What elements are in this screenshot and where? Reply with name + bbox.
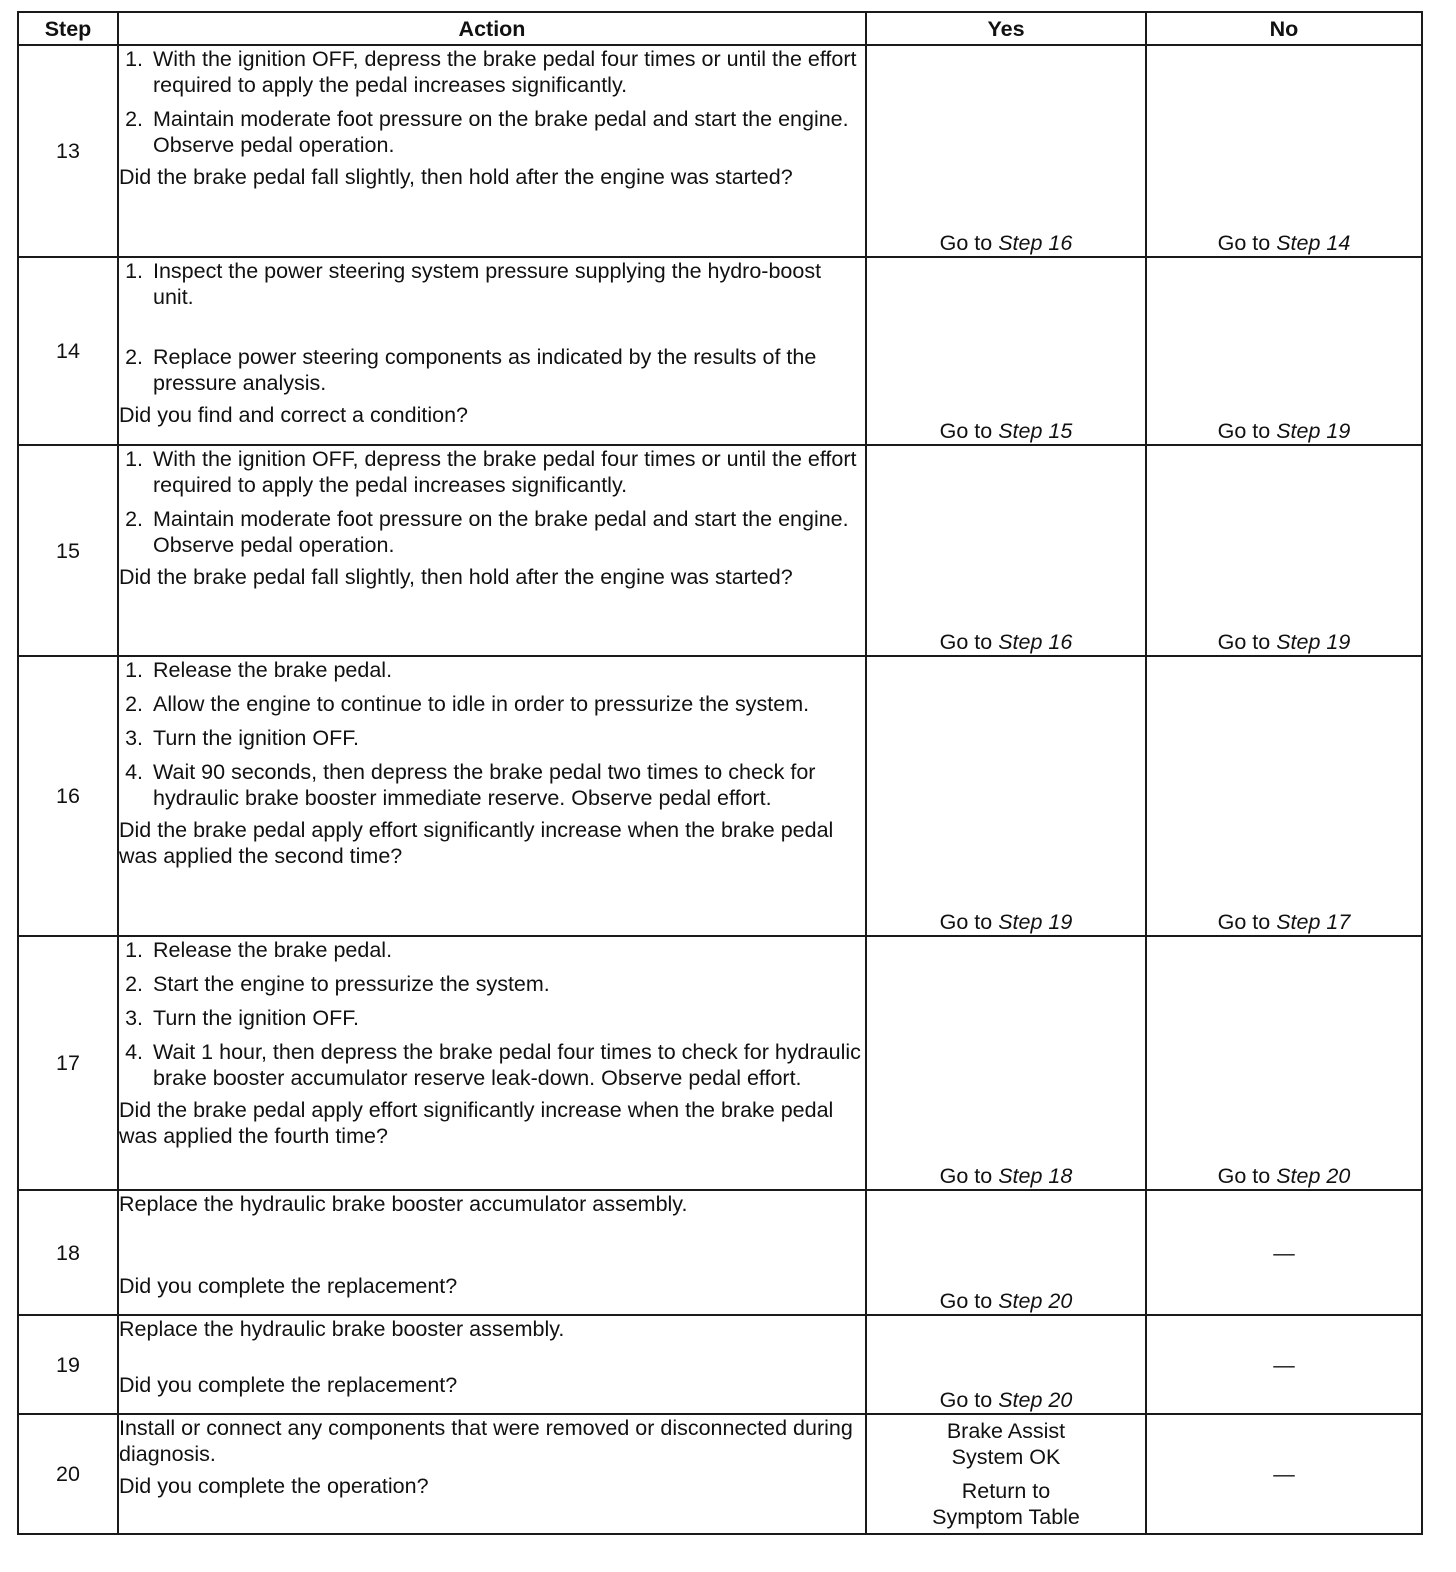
action-step-item: 1. Release the brake pedal. — [149, 937, 865, 963]
no-step-link[interactable]: Step 19 — [1276, 630, 1351, 654]
no-prefix: Go to — [1217, 1164, 1277, 1188]
yes-system-ok: Brake Assist System OK — [946, 1419, 1066, 1469]
action-cell — [118, 1315, 866, 1414]
step-number: 17 — [18, 936, 118, 1190]
table-row-step-19 — [18, 1315, 1422, 1414]
action-step-item: 3. Turn the ignition OFF. — [149, 725, 865, 751]
yes-step-link[interactable]: Step 18 — [998, 1164, 1073, 1188]
action-instruction: Install or connect any components that were removed or disconnected during diagnosis. — [119, 1416, 853, 1466]
action-question: Did the brake pedal apply effort significantly increase when the brake pedal was applied the second time? — [119, 818, 834, 868]
yes-cell — [866, 257, 1146, 445]
yes-prefix: Go to — [939, 419, 999, 443]
table-row-step-14 — [18, 257, 1422, 445]
action-step-item: 2. Start the engine to pressurize the system. — [149, 971, 865, 997]
no-cell — [1146, 936, 1422, 1190]
yes-prefix: Go to — [939, 630, 999, 654]
yes-prefix: Go to — [939, 1388, 999, 1412]
action-step-item: 1. With the ignition OFF, depress the brake pedal four times or until the effort required to apply the pedal increases significantly. — [149, 46, 865, 98]
step-number: 18 — [18, 1190, 118, 1315]
yes-cell — [866, 445, 1146, 656]
table-row-step-15 — [18, 445, 1422, 656]
yes-prefix: Go to — [939, 1289, 999, 1313]
no-prefix: Go to — [1217, 419, 1277, 443]
header-action: Action — [118, 12, 866, 45]
action-question: Did you complete the replacement? — [119, 1274, 458, 1298]
action-question: Did you complete the replacement? — [119, 1373, 458, 1397]
yes-step-link[interactable]: Step 15 — [998, 419, 1073, 443]
yes-cell — [866, 1315, 1146, 1414]
no-prefix: Go to — [1217, 630, 1277, 654]
action-question: Did the brake pedal fall slightly, then hold after the engine was started? — [119, 565, 793, 589]
no-step-link[interactable]: Step 20 — [1276, 1164, 1351, 1188]
diagnostic-table — [17, 11, 1423, 1535]
yes-cell — [866, 936, 1146, 1190]
action-steps — [119, 46, 865, 158]
action-step-item: 1. Inspect the power steering system pressure supplying the hydro-boost unit. — [149, 258, 865, 310]
action-step-item: 4. Wait 90 seconds, then depress the brake pedal two times to check for hydraulic brake booster immediate reserve. Observe pedal effort. — [149, 759, 865, 811]
no-cell — [1146, 656, 1422, 936]
action-steps — [119, 258, 865, 396]
yes-cell — [866, 1414, 1146, 1534]
no-cell-empty: — — [1146, 1190, 1422, 1315]
header-step: Step — [18, 12, 118, 45]
action-instruction: Replace the hydraulic brake booster accumulator assembly. — [119, 1192, 688, 1216]
yes-prefix: Go to — [939, 231, 999, 255]
action-step-item: 1. With the ignition OFF, depress the brake pedal four times or until the effort required to apply the pedal increases significantly. — [149, 446, 865, 498]
table-row-step-13 — [18, 45, 1422, 257]
step-number: 20 — [18, 1414, 118, 1534]
yes-step-link[interactable]: Step 16 — [998, 231, 1073, 255]
step-number: 14 — [18, 257, 118, 445]
action-question: Did you complete the operation? — [119, 1474, 429, 1498]
action-steps — [119, 657, 865, 811]
no-cell — [1146, 45, 1422, 257]
yes-cell — [866, 45, 1146, 257]
yes-cell — [866, 656, 1146, 936]
table-row-step-18 — [18, 1190, 1422, 1315]
step-number: 19 — [18, 1315, 118, 1414]
step-number: 16 — [18, 656, 118, 936]
yes-return-link[interactable]: Return to Symptom Table — [932, 1479, 1080, 1529]
action-cell — [118, 936, 866, 1190]
yes-prefix: Go to — [939, 1164, 999, 1188]
action-step-item: 2. Maintain moderate foot pressure on the brake pedal and start the engine. Observe pedal operation. — [149, 506, 865, 558]
action-question: Did the brake pedal apply effort significantly increase when the brake pedal was applied the fourth time? — [119, 1098, 834, 1148]
yes-cell — [866, 1190, 1146, 1315]
no-prefix: Go to — [1217, 231, 1277, 255]
yes-step-link[interactable]: Step 20 — [998, 1388, 1073, 1412]
action-step-item: 2. Allow the engine to continue to idle in order to pressurize the system. — [149, 691, 865, 717]
action-cell — [118, 445, 866, 656]
action-step-item: 4. Wait 1 hour, then depress the brake pedal four times to check for hydraulic brake booster accumulator reserve leak-down. Observe pedal effort. — [149, 1039, 865, 1091]
action-step-item: 2. Maintain moderate foot pressure on the brake pedal and start the engine. Observe pedal operation. — [149, 106, 865, 158]
header-yes: Yes — [866, 12, 1146, 45]
action-steps — [119, 937, 865, 1091]
no-step-link[interactable]: Step 19 — [1276, 419, 1351, 443]
action-cell — [118, 1190, 866, 1315]
action-step-item: 1. Release the brake pedal. — [149, 657, 865, 683]
action-steps — [119, 446, 865, 558]
action-cell — [118, 1414, 866, 1534]
no-step-link[interactable]: Step 14 — [1276, 231, 1351, 255]
action-cell — [118, 656, 866, 936]
table-row-step-16 — [18, 656, 1422, 936]
table-row-step-20 — [18, 1414, 1422, 1534]
action-cell — [118, 257, 866, 445]
action-cell — [118, 45, 866, 257]
no-cell — [1146, 257, 1422, 445]
header-row — [18, 12, 1422, 45]
step-number: 15 — [18, 445, 118, 656]
table-row-step-17 — [18, 936, 1422, 1190]
no-cell-empty: — — [1146, 1414, 1422, 1534]
no-cell — [1146, 445, 1422, 656]
no-prefix: Go to — [1217, 910, 1277, 934]
no-step-link[interactable]: Step 17 — [1276, 910, 1351, 934]
action-instruction: Replace the hydraulic brake booster assembly. — [119, 1317, 565, 1341]
action-step-item: 2. Replace power steering components as indicated by the results of the pressure analysis. — [149, 344, 865, 396]
step-number: 13 — [18, 45, 118, 257]
yes-prefix: Go to — [939, 910, 999, 934]
yes-step-link[interactable]: Step 20 — [998, 1289, 1073, 1313]
yes-step-link[interactable]: Step 19 — [998, 910, 1073, 934]
yes-step-link[interactable]: Step 16 — [998, 630, 1073, 654]
action-question: Did the brake pedal fall slightly, then hold after the engine was started? — [119, 165, 793, 189]
action-step-item: 3. Turn the ignition OFF. — [149, 1005, 865, 1031]
action-question: Did you find and correct a condition? — [119, 403, 468, 427]
no-cell-empty: — — [1146, 1315, 1422, 1414]
header-no: No — [1146, 12, 1422, 45]
